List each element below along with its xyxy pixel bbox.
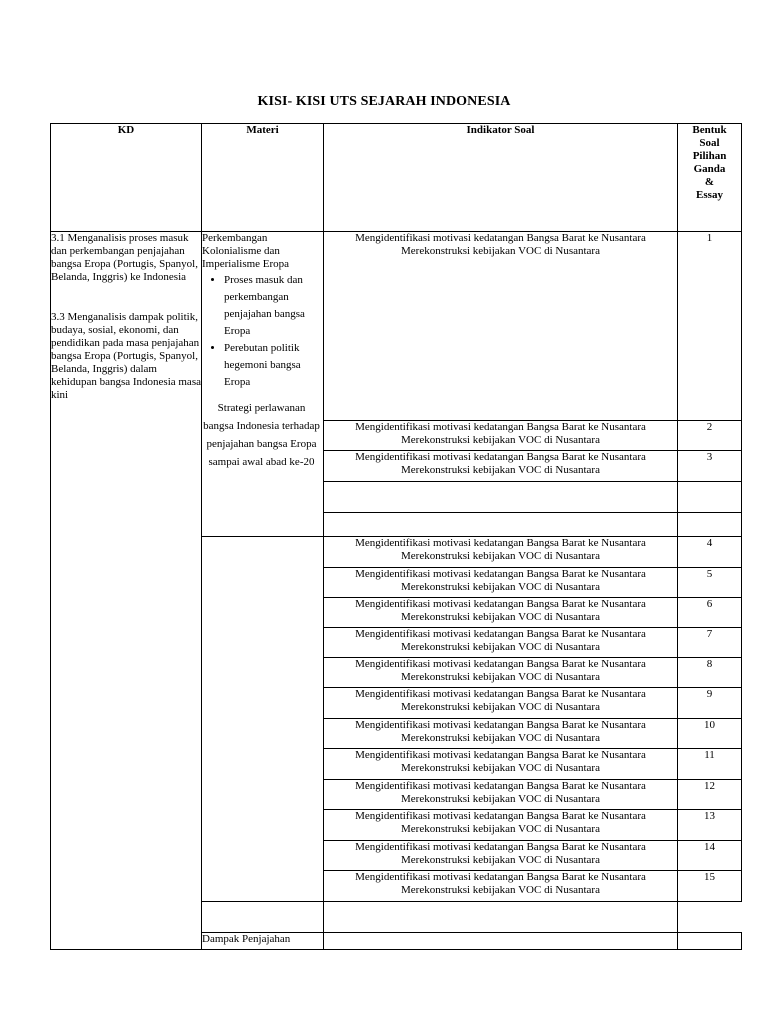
indikator-cell [324, 537, 678, 568]
empty-cell [324, 482, 678, 513]
indikator-line: Merekonstruksi kebijakan VOC di Nusantara [401, 671, 600, 683]
kd-cell [51, 232, 202, 950]
empty-cell [678, 933, 742, 950]
indikator-cell [324, 598, 678, 628]
kisi-kisi-table [50, 123, 742, 950]
question-number: 14 [678, 841, 742, 871]
question-number: 9 [678, 688, 742, 719]
empty-cell [324, 902, 678, 933]
indikator-line: Merekonstruksi kebijakan VOC di Nusantara [401, 793, 600, 805]
empty-cell [202, 902, 324, 933]
indikator-line: Mengidentifikasi motivasi kedatangan Bangsa Barat ke Nusantara [355, 688, 646, 700]
kd-3-3: 3.3 Menganalisis dampak politik, budaya, sosial, ekonomi, dan pendidikan pada masa penjajahan bangsa Eropa (Portugis, Spanyol, Belanda, Inggris) dalam kehidupan bangsa Indonesia masa kini [51, 311, 201, 401]
question-number: 8 [678, 658, 742, 688]
indikator-line: Mengidentifikasi motivasi kedatangan Bangsa Barat ke Nusantara [355, 232, 646, 244]
indikator-line: Mengidentifikasi motivasi kedatangan Bangsa Barat ke Nusantara [355, 451, 646, 463]
materi-bullet: • Proses masuk dan perkembangan penjajahan bangsa Eropa [224, 272, 323, 340]
empty-cell [678, 513, 742, 537]
materi-empty-cell [202, 537, 324, 902]
header-indikator: Indikator Soal [324, 124, 678, 232]
table-row [51, 232, 742, 421]
materi-bullet-list [202, 272, 323, 391]
indikator-line: Merekonstruksi kebijakan VOC di Nusantara [401, 762, 600, 774]
indikator-line: Merekonstruksi kebijakan VOC di Nusantara [401, 854, 600, 866]
empty-cell [324, 933, 678, 950]
indikator-line: Mengidentifikasi motivasi kedatangan Bangsa Barat ke Nusantara [355, 841, 646, 853]
indikator-line: Merekonstruksi kebijakan VOC di Nusantara [401, 550, 600, 562]
indikator-line: Mengidentifikasi motivasi kedatangan Bangsa Barat ke Nusantara [355, 598, 646, 610]
question-number: 1 [678, 232, 742, 421]
header-row [51, 124, 742, 232]
question-number: 2 [678, 421, 742, 451]
indikator-cell [324, 421, 678, 451]
indikator-line: Merekonstruksi kebijakan VOC di Nusantara [401, 641, 600, 653]
indikator-line: Mengidentifikasi motivasi kedatangan Bangsa Barat ke Nusantara [355, 421, 646, 433]
indikator-cell [324, 780, 678, 810]
indikator-line: Mengidentifikasi motivasi kedatangan Bangsa Barat ke Nusantara [355, 871, 646, 883]
indikator-cell [324, 688, 678, 719]
empty-cell [678, 482, 742, 513]
indikator-line: Merekonstruksi kebijakan VOC di Nusantara [401, 884, 600, 896]
header-bentuk [678, 124, 742, 232]
question-number: 6 [678, 598, 742, 628]
header-bentuk-line: Pilihan [692, 150, 727, 162]
indikator-cell [324, 749, 678, 780]
empty-cell [324, 513, 678, 537]
indikator-cell [324, 658, 678, 688]
question-number: 11 [678, 749, 742, 780]
indikator-line: Merekonstruksi kebijakan VOC di Nusantara [401, 823, 600, 835]
indikator-cell [324, 841, 678, 871]
indikator-line: Mengidentifikasi motivasi kedatangan Bangsa Barat ke Nusantara [355, 628, 646, 640]
header-kd: KD [51, 124, 202, 232]
indikator-cell [324, 232, 678, 421]
header-bentuk-line: Bentuk [692, 124, 727, 136]
question-number: 4 [678, 537, 742, 568]
header-materi: Materi [202, 124, 324, 232]
materi-heading: Perkembangan Kolonialisme dan Imperialisme Eropa [202, 232, 290, 270]
indikator-line: Mengidentifikasi motivasi kedatangan Bangsa Barat ke Nusantara [355, 658, 646, 670]
indikator-cell [324, 871, 678, 902]
kd-3-1: 3.1 Menganalisis proses masuk dan perkembangan penjajahan bangsa Eropa (Portugis, Spanyol, Belanda, Inggris) ke Indonesia [51, 232, 198, 283]
question-number: 5 [678, 568, 742, 598]
indikator-line: Merekonstruksi kebijakan VOC di Nusantara [401, 245, 600, 257]
header-bentuk-line: Essay [696, 189, 723, 201]
question-number: 12 [678, 780, 742, 810]
indikator-cell [324, 628, 678, 658]
materi-bullet: • Perebutan politik hegemoni bangsa Eropa [224, 340, 323, 391]
indikator-cell [324, 568, 678, 598]
header-bentuk-line: Soal [699, 137, 720, 149]
materi-cell [202, 232, 324, 537]
question-number: 10 [678, 719, 742, 749]
indikator-line: Merekonstruksi kebijakan VOC di Nusantara [401, 464, 600, 476]
indikator-cell [324, 451, 678, 482]
indikator-line: Merekonstruksi kebijakan VOC di Nusantara [401, 581, 600, 593]
page-title: KISI- KISI UTS SEJARAH INDONESIA [257, 94, 511, 109]
materi-dampak: Dampak Penjajahan [202, 933, 324, 950]
question-number: 15 [678, 871, 742, 902]
indikator-line: Merekonstruksi kebijakan VOC di Nusantara [401, 434, 600, 446]
header-bentuk-line: & [704, 176, 715, 188]
question-number: 13 [678, 810, 742, 841]
indikator-cell [324, 810, 678, 841]
indikator-cell [324, 719, 678, 749]
indikator-line: Mengidentifikasi motivasi kedatangan Bangsa Barat ke Nusantara [355, 537, 646, 549]
header-bentuk-line: Ganda [693, 163, 726, 175]
indikator-line: Mengidentifikasi motivasi kedatangan Bangsa Barat ke Nusantara [355, 810, 646, 822]
indikator-line: Mengidentifikasi motivasi kedatangan Bangsa Barat ke Nusantara [355, 719, 646, 731]
question-number: 7 [678, 628, 742, 658]
indikator-line: Mengidentifikasi motivasi kedatangan Bangsa Barat ke Nusantara [355, 568, 646, 580]
indikator-line: Merekonstruksi kebijakan VOC di Nusantara [401, 732, 600, 744]
indikator-line: Merekonstruksi kebijakan VOC di Nusantara [401, 701, 600, 713]
indikator-line: Mengidentifikasi motivasi kedatangan Bangsa Barat ke Nusantara [355, 780, 646, 792]
indikator-line: Merekonstruksi kebijakan VOC di Nusantara [401, 611, 600, 623]
question-number: 3 [678, 451, 742, 482]
materi-strategi: Strategi perlawanan bangsa Indonesia terhadap penjajahan bangsa Eropa sampai awal abad ke-20 [203, 402, 320, 468]
indikator-line: Mengidentifikasi motivasi kedatangan Bangsa Barat ke Nusantara [355, 749, 646, 761]
